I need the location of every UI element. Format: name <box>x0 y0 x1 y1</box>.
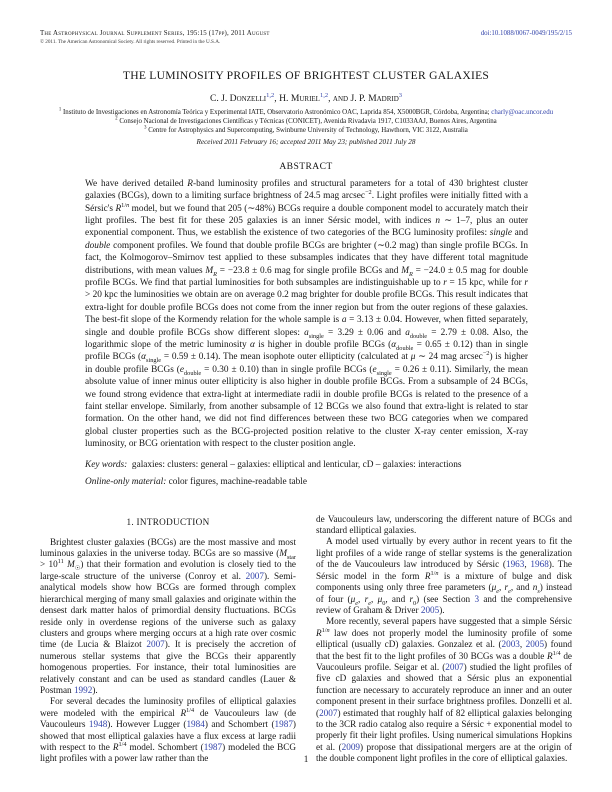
inline-link[interactable]: 1987 <box>203 741 223 752</box>
inline-link[interactable]: 1987 <box>274 719 293 730</box>
paragraph: For several decades the luminosity profiles of elliptical galaxies were modeled with the empirical $R^{1/4}$ de Vaucouleurs law (de Vaucouleurs 1948). However Lugger (1984) and Schombert (1987) showed that most elliptical galaxies have a flux excess at large radii with respect to the $R^{1/4}$ model. Schombert (1987) modeled the BCG light profiles with a power law rather than the <box>40 696 296 764</box>
inline-link[interactable]: 1968 <box>530 559 549 570</box>
paragraph: A model used virtually by every author in recent years to fit the light profiles of a wide range of stellar systems is the generalization of the de Vaucouleurs law introduced by Sérsic (1963, 1968). The Sérsic model in the form $R^{1/n}$ is a mixture of bulge and disk components using only three free parameters ($\mu_e$, $r_e$, and $n_s$) instead of four ($\mu_e$, $r_e$, $\mu_0$, and $r_0$) (see Section 3 and the comprehensive review of Graham & Driver 2005). <box>316 536 573 615</box>
affiliations <box>40 108 572 136</box>
affiliation: $^1$ Instituto de Investigaciones en Astronomía Teórica y Experimental IATE, Observatorio Astronómico OAC, Laprida 854, X5000BGR, Córdoba, Argentina; charly@oac.uncor.edu <box>58 107 554 116</box>
page-number: 1 <box>303 754 309 764</box>
inline-link[interactable]: 1948 <box>88 719 108 730</box>
page-header <box>40 30 572 45</box>
keywords-line: Key words: galaxies: clusters: general – galaxies: elliptical and lenticular, cD – galaxies: interactions <box>85 459 462 470</box>
inline-link[interactable]: charly@oac.uncor.edu <box>491 108 554 116</box>
inline-link[interactable]: 2007 <box>245 570 264 581</box>
right-column-paragraphs <box>316 514 572 765</box>
journal-name: The Astrophysical Journal Supplement Series, 195:15 (17pp), 2011 August <box>40 30 270 37</box>
inline-link[interactable]: 3 <box>474 593 480 604</box>
author-list: C. J. Donzelli$^{1,2}$, H. Muriel$^{1,2}$, and J. P. Madrid$^3$ <box>209 91 403 104</box>
section-heading-introduction: 1. INTRODUCTION <box>126 516 210 527</box>
copyright-notice: © 2011. The American Astronomical Society. All rights reserved. Printed in the U.S.A. <box>40 38 221 45</box>
inline-link[interactable]: 2007 <box>146 639 165 650</box>
paper-title: THE LUMINOSITY PROFILES OF BRIGHTEST CLUSTER GALAXIES <box>122 68 490 82</box>
right-column <box>316 514 572 765</box>
abstract-text: We have derived detailed R-band luminosity profiles and structural parameters for a total of 430 brightest cluster galaxies (BCGs), down to a limiting surface brightness of 24.5 mag arcsec$^{-2}$. Light profiles were initially fitted with a Sérsic's $R^{1/n}$ model, but we found that 205 (∼48%) BCGs require a double component model to accurately match their light profiles. The best fit for these 205 galaxies is an inner Sérsic model, with indices n ∼ 1–7, plus an outer exponential component. Thus, we establish the existence of two categories of the BCG luminosity profiles: single and double component profiles. We found that double profile BCGs are brighter (∼0.2 mag) than single profile BCGs. In fact, the Kolmogorov–Smirnov test applied to these subsamples indicates that they have different total magnitude distributions, with mean values $M_R = -23.8 \pm 0.6$ mag for single profile BCGs and $M_R = -24.0 \pm 0.5$ mag for double profile BCGs. We find that partial luminosities for both subsamples are indistinguishable up to r = 15 kpc, while for r > 20 kpc the luminosities we obtain are on average 0.2 mag brighter for double profile BCGs. This result indicates that extra-light for double profile BCGs does not come from the inner region but from the outer regions of these galaxies. The best-fit slope of the Kormendy relation for the whole sample is a = 3.13 ± 0.04. However, when fitted separately, single and double profile BCGs show different slopes: $a_{single} = 3.29 \pm 0.06$ and $a_{double} = 2.79 \pm 0.08$. Also, the logarithmic slope of the metric luminosity α is higher in double profile BCGs $(\alpha_{double} = 0.65 \pm 0.12)$ than in single profile BCGs $(\alpha_{single} = 0.59 \pm 0.14)$. The mean isophote outer ellipticity (calculated at μ ∼ 24 mag arcsec$^{-2}$) is higher in double profile BCGs $(e_{double} = 0.30 \pm 0.10)$ than in single profile BCGs $(e_{single} = 0.26 \pm 0.11)$. Similarly, the mean absolute value of inner minus outer ellipticity is also higher in double profile BCGs. From a subsample of 24 BCGs, we found strong evidence that extra-light at intermediate radii in double profile BCGs is related to the presence of a faint stellar envelope. Similarly, from another subsample of 12 BCGs we also found that extra-light is related to star formation. On the other hand, we did not find differences between these two BCG categories when we compared global cluster properties such as the BCG-projected position relative to the cluster X-ray center emission, X-ray luminosity, or BCG orientation with respect to the cluster position angle. <box>85 178 529 450</box>
inline-link[interactable]: 1984 <box>186 719 205 730</box>
online-material-line: Online-only material: color figures, machine-readable table <box>85 476 308 487</box>
inline-link[interactable]: 2005 <box>420 604 440 615</box>
doi-link[interactable]: doi:10.1088/0067-0049/195/2/15 <box>480 30 572 37</box>
inline-link[interactable]: 2007 <box>445 661 464 672</box>
abstract-heading: ABSTRACT <box>279 160 333 172</box>
left-column-paragraphs <box>40 537 296 765</box>
received-dates: Received 2011 February 16; accepted 2011 May 23; published 2011 July 28 <box>196 137 416 146</box>
affiliation: $^2$ Consejo Nacional de Investigaciones Científicas y Técnicas (CONICET), Avenida Rivadavia 1917, C1033AAJ, Buenos Aires, Argentina <box>115 116 497 125</box>
paragraph: More recently, several papers have suggested that a simple Sérsic $R^{1/n}$ law does not properly model the luminosity profile of some elliptical (usually cD) galaxies. Gonzalez et al. (2003, 2005) found that the best fit to the light profiles of 30 BCGs was a double $R^{1/4}$ de Vaucouleurs profile. Seigar et al. (2007) studied the light profiles of five cD galaxies and showed that a Sérsic plus an exponential function are necessary to accurately reproduce an inner and an outer component present in their surface brightness profiles. Donzelli et al. (2007) estimated that roughly half of 82 elliptical galaxies belonging to the 3CR radio catalog also require a Sérsic + exponential model to properly fit their light profiles. Using numerical simulations Hopkins et al. (2009) propose that dissipational mergers are at the origin of the double component light profiles in the core of elliptical galaxies. <box>316 616 573 764</box>
paragraph: Brightest cluster galaxies (BCGs) are the most massive and most luminous galaxies in the universe today. BCGs are so massive ($M_{star} > 10^{11}$ $M_☉$) that their formation and evolution is closely tied to the large-scale structure of the universe (Conroy et al. 2007). Semi-analytical models show how BCGs are formed through complex hierarchical merging of many small galaxies and originate within the densest dark matter halos of primordial density fluctuations. BCGs reside only in overdense regions of the universe such as galaxy clusters and groups where merging occurs at a high rate over cosmic time (de Lucia & Blaizot 2007). It is precisely the accretion of numerous stellar systems that give the BCGs their apparently homogenous properties. For instance, their total luminosities are relatively constant and can be used as standard candles (Lauer & Postman 1992). <box>40 536 297 695</box>
inline-link[interactable]: 2007 <box>319 707 338 718</box>
inline-link[interactable]: 1963 <box>505 559 525 570</box>
inline-link[interactable]: 1992 <box>73 684 93 695</box>
paragraph: de Vaucouleurs law, underscoring the different nature of BCGs and standard elliptical galaxies. <box>316 513 572 536</box>
two-column-body <box>40 514 572 765</box>
journal-header-block <box>40 30 270 45</box>
inline-link[interactable]: 2003 <box>501 639 520 650</box>
inline-link[interactable]: 2009 <box>341 741 360 752</box>
inline-link[interactable]: 2005 <box>525 639 545 650</box>
left-column <box>40 514 296 765</box>
affiliation: $^3$ Centre for Astrophysics and Supercomputing, Swinburne University of Technology, Hawthorn, VIC 3122, Australia <box>144 126 468 135</box>
